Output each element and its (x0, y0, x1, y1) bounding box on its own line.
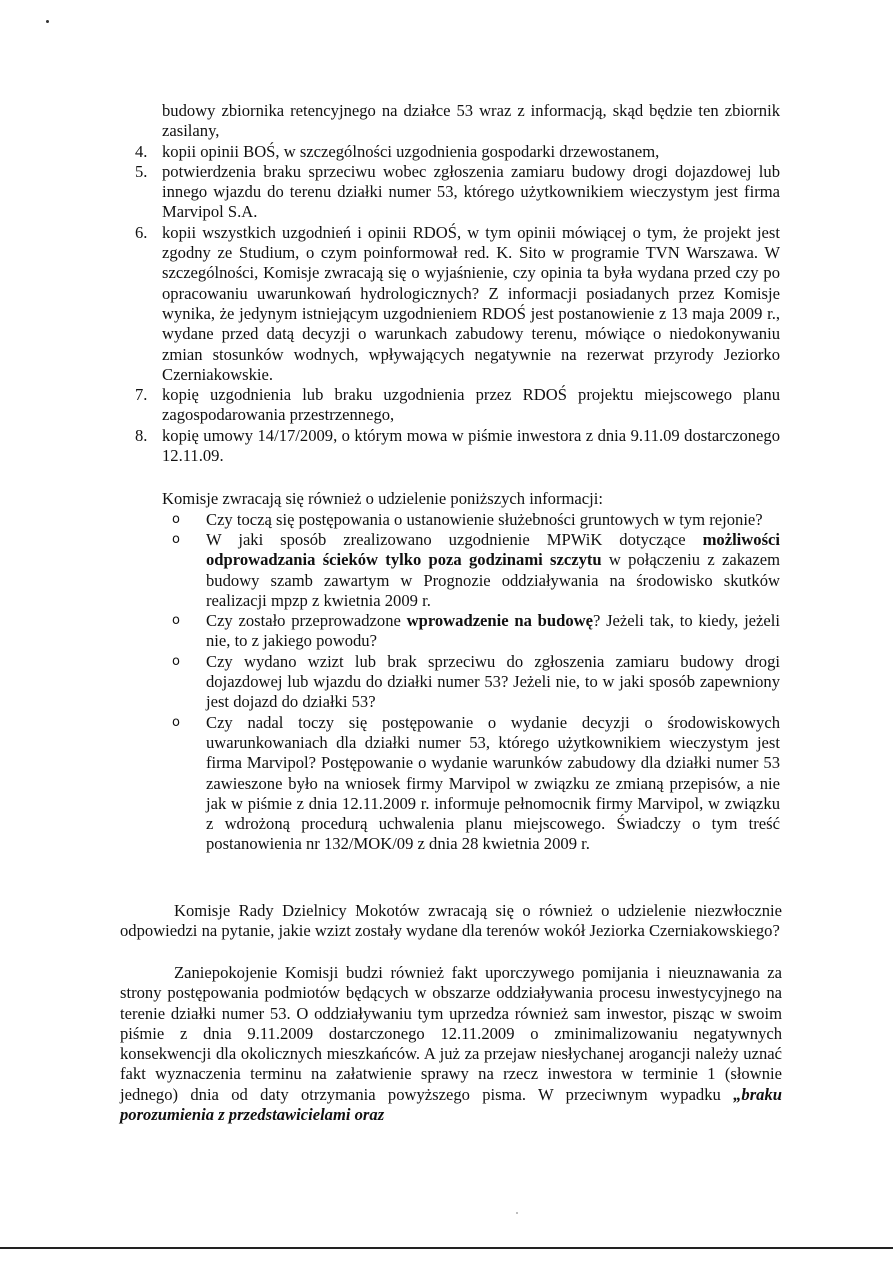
list-number: 5. (135, 161, 148, 181)
bold-text-run: wprowadzenie na budowę (406, 611, 593, 631)
bold-italic-quote: „braku porozumienia z przedstawicielami oraz (120, 1084, 782, 1125)
list-item-6 (135, 222, 780, 385)
list-item-8 (135, 425, 780, 467)
page-bottom-rule (0, 1247, 893, 1249)
list-continuation: budowy zbiornika retencyjnego na działce 53 wraz z informacją, skąd będzie ten zbiornik zasilany, (162, 101, 780, 141)
bullet-marker: o (172, 714, 180, 730)
questions-intro: Komisje zwracają się również o udzielenie poniższych informacji: (162, 489, 603, 509)
document-body (135, 101, 781, 855)
list-item-5 (135, 161, 780, 223)
paragraph-concern (120, 963, 782, 1125)
bullet-item (162, 510, 780, 530)
bullet-text (206, 611, 780, 652)
bullet-item (162, 611, 780, 652)
bullet-item (162, 652, 780, 713)
bullet-text: Czy nadal toczy się postępowanie o wydanie decyzji o środowiskowych uwarunkowaniach dla działki numer 53, którego użytkownikiem wieczystym jest firma Marvipol? Postępowanie o wydanie warunków zabudowy dla działki numer 53 zawieszone było na wniosek firmy Marvipol w związku ze zmianą przepisów, a nie jak w piśmie z dnia 12.11.2009 r. informuje pełnomocnik firmy Marvipol, w związku z wdrożoną procedurą uchwalenia planu miejscowego. Świadczy o tym treść postanowienia nr 132/MOK/09 z dnia 28 kwietnia 2009 r. (206, 712, 780, 854)
text-run: W jaki sposób zrealizowano uzgodnienie MPWiK dotyczące (206, 529, 703, 549)
paragraph-mokotow (120, 901, 782, 942)
bullet-marker: o (172, 613, 180, 629)
scan-speck (46, 20, 49, 23)
list-item-text: kopię umowy 14/17/2009, o którym mowa w piśmie inwestora z dnia 9.11.09 dostarczonego 12.11.09. (162, 425, 780, 466)
scan-speck (516, 1212, 518, 1214)
list-number: 8. (135, 425, 148, 445)
list-item-text: kopii opinii BOŚ, w szczególności uzgodnienia gospodarki drzewostanem, (162, 141, 660, 161)
bullet-marker: o (172, 511, 180, 527)
text-run: Zaniepokojenie Komisji budzi również fakt uporczywego pomijania i nieuznawania za strony postępowania podmiotów będących w obszarze oddziaływania procesu inwestycyjnego na terenie działki numer 53. O oddziaływaniu tym uprzedza również sam inwestor, pisząc w swoim piśmie z dnia 9.11.2009 dostarczonego 12.11.2009 o zminimalizowaniu negatywnych konsekwencji dla okolicznych mieszkańców. A już za przejaw niesłychanej arogancji należy uznać fakt wyznaczenia terminu na załatwienie sprawy na rzecz inwestora w terminie 1 (słownie jednego) dnia od daty otrzymania powyższego pisma. W przeciwnym wypadku (120, 963, 782, 1104)
list-item-7 (135, 385, 780, 426)
list-item-text: kopię uzgodnienia lub braku uzgodnienia przez RDOŚ projektu miejscowego planu zagospodarowania przestrzennego, (162, 385, 780, 425)
bullet-text (206, 530, 780, 611)
paragraph-text (120, 963, 782, 1125)
bold-text-run: możliwości odprowadzania ścieków tylko poza godzinami szczytu (206, 529, 780, 570)
bullet-text: Czy wydano wzizt lub brak sprzeciwu do zgłoszenia zamiaru budowy drogi dojazdowej lub wjazdu do działki numer 53? Jeżeli nie, to w jaki sposób zapewniony jest dojazd do działki 53? (206, 651, 780, 712)
text-run: w połączeniu z zakazem budowy szamb zawartym w Prognozie oddziaływania na środowisko skutków realizacji mpzp z kwietnia 2009 r. (206, 550, 781, 610)
list-number: 6. (135, 222, 148, 242)
bullet-marker: o (172, 531, 180, 547)
paragraph-text: Komisje Rady Dzielnicy Mokotów zwracają się o również o udzielenie niezwłocznie odpowiedzi na pytanie, jakie wzizt zostały wydane dla terenów wokół Jeziorka Czerniakowskiego? (120, 901, 782, 941)
list-number: 4. (135, 141, 148, 161)
list-item-text: potwierdzenia braku sprzeciwu wobec zgłoszenia zamiaru budowy drogi dojazdowej lub innego wjazdu do terenu działki numer 53, którego użytkownikiem wieczystym jest firma Marvipol S.A. (162, 161, 780, 222)
list-number: 7. (135, 385, 148, 405)
bullet-marker: o (172, 653, 180, 669)
list-item-text: kopii wszystkich uzgodnień i opinii RDOŚ, w tym opinii mówiącej o tym, że projekt jest zgodny ze Studium, o czym poinformował red. K. Sito w programie TVN Warszawa. W szczególności, Komisje zwracają się o wyjaśnienie, czy opinia ta była wydana przed czy po opracowaniu uwarunkowań hydrologicznych? Z informacji posiadanych przez Komisje wynika, że jedynym istniejącym uzgodnieniem RDOŚ jest postanowienie z 13 maja 2009 r., wydane przed datą decyzji o warunkach zabudowy terenu, mówiące o niedokonywaniu zmian stosunków wodnych, wpływających negatywnie na rezerwat przyrody Jeziorko Czerniakowskie. (162, 222, 780, 384)
bullet-text: Czy toczą się postępowania o ustanowienie służebności gruntowych w tym rejonie? (206, 509, 763, 529)
bullet-list (162, 510, 780, 855)
list-item-4 (135, 141, 780, 162)
bullet-item (162, 530, 780, 611)
numbered-list (135, 141, 780, 467)
bullet-item (162, 713, 780, 855)
text-run: Czy zostało przeprowadzone (206, 611, 407, 631)
text-run: ? Jeżeli tak, to kiedy, jeżeli nie, to z jakiego powodu? (206, 611, 781, 651)
